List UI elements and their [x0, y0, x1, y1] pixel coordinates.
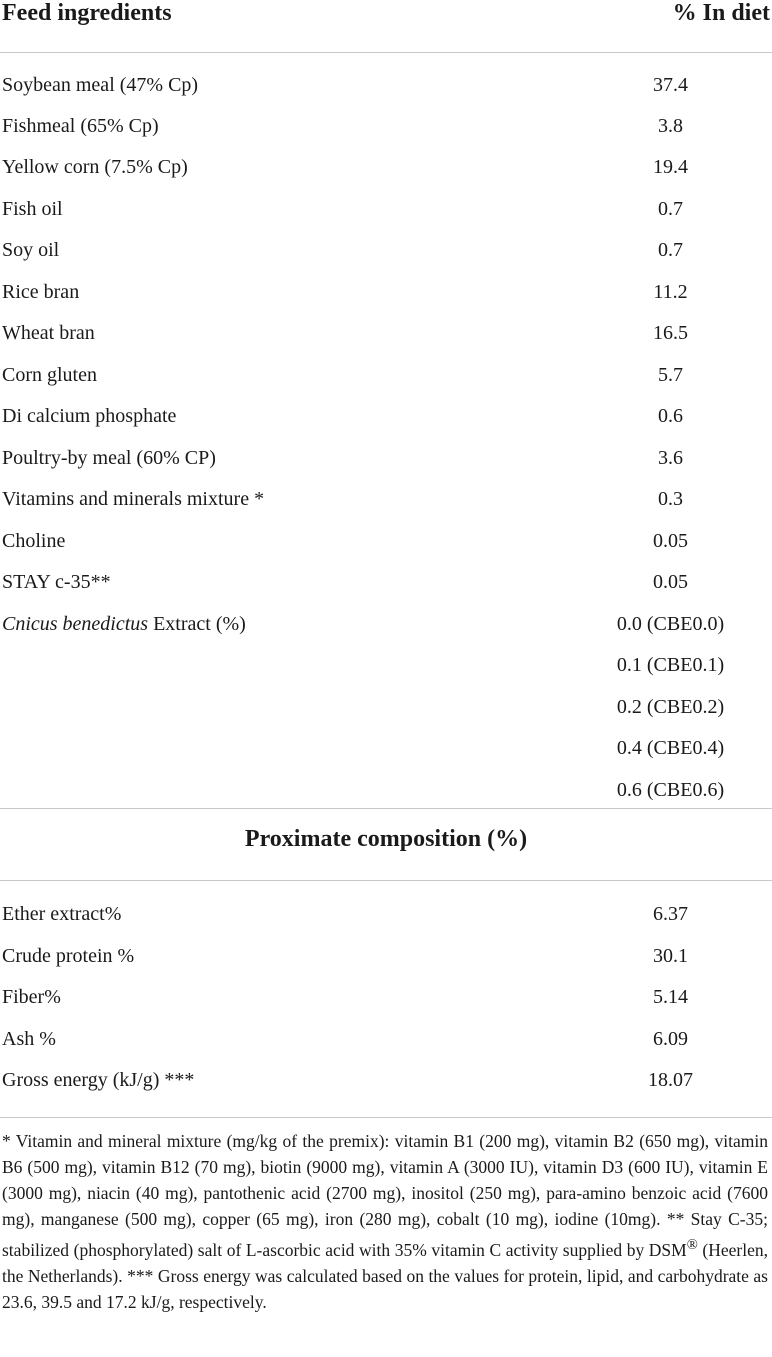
- table-row: [0, 439, 772, 480]
- extract-row: [0, 646, 772, 687]
- extract-species-name: Cnicus benedictus: [2, 613, 149, 635]
- extract-level: 0.2 (CBE0.2): [616, 696, 725, 718]
- footnote-text-part1: * Vitamin and mineral mixture (mg/kg of the premix): vitamin B1 (200 mg), vitamin B2 (650 mg), vitamin B6 (500 mg), vitamin B12 (70 mg), biotin (9000 mg), vitamin A (3000 IU), vitamin D3 (600 IU), vitamin E (3000 mg), niacin (40 mg), pantothenic acid (2700 mg), inositol (250 mg), para-amino benzoic acid (7600 mg), manganese (500 mg), copper (65 mg), iron (280 mg), cobalt (10 mg), iodine (10mg). ** Stay C-35; stabilized (phosphorylated) salt of L-ascorbic acid with 35% vitamin C activity supplied by DSM: [2, 1131, 768, 1260]
- table-row: [0, 190, 772, 231]
- extract-level: 0.4 (CBE0.4): [616, 737, 725, 759]
- table-row: [0, 314, 772, 355]
- row-label: Yellow corn (7.5% Cp): [2, 156, 188, 178]
- row-value: 11.2: [653, 281, 688, 303]
- row-label: Soy oil: [2, 239, 60, 261]
- table-row: [0, 1020, 772, 1061]
- header-percent-in-diet: % In diet: [672, 0, 770, 26]
- table-row: [0, 522, 772, 563]
- row-value: 6.37: [653, 903, 688, 925]
- extract-row: [0, 688, 772, 729]
- table-row: [0, 397, 772, 438]
- table-row: [0, 563, 772, 604]
- row-label: Soybean meal (47% Cp): [2, 74, 199, 96]
- row-value: 0.3: [658, 488, 683, 510]
- extract-row: [0, 729, 772, 770]
- row-label: Fishmeal (65% Cp): [2, 115, 159, 137]
- extract-level: 0.0 (CBE0.0): [616, 613, 725, 635]
- row-value: 5.14: [653, 986, 688, 1008]
- row-value: 18.07: [648, 1069, 693, 1091]
- extract-level: 0.6 (CBE0.6): [616, 779, 725, 801]
- extract-label-suffix: Extract (%): [148, 613, 246, 635]
- row-label: Ash %: [2, 1028, 56, 1050]
- row-value: 0.05: [653, 571, 688, 593]
- row-label: Poultry-by meal (60% CP): [2, 447, 216, 469]
- footnote-divider: [0, 1117, 772, 1118]
- row-value: 16.5: [653, 322, 688, 344]
- row-label: Corn gluten: [2, 364, 97, 386]
- table-row: [0, 978, 772, 1019]
- table-row: [0, 937, 772, 978]
- row-label: Choline: [2, 530, 66, 552]
- row-value: 19.4: [653, 156, 688, 178]
- row-value: 0.7: [658, 198, 683, 220]
- table-row: [0, 148, 772, 189]
- row-value: 3.8: [658, 115, 683, 137]
- header-feed-ingredients: Feed ingredients: [2, 0, 172, 26]
- extract-row: [0, 605, 772, 646]
- proximate-divider: [0, 880, 772, 881]
- section-divider: [0, 808, 772, 809]
- table-row: [0, 1061, 772, 1102]
- table-row: [0, 66, 772, 107]
- row-value: 30.1: [653, 945, 688, 967]
- row-label: Fish oil: [2, 198, 63, 220]
- row-value: 6.09: [653, 1028, 688, 1050]
- row-label: Wheat bran: [2, 322, 95, 344]
- row-label: Gross energy (kJ/g) ***: [2, 1069, 195, 1091]
- registered-mark: ®: [686, 1237, 698, 1253]
- table-row: [0, 480, 772, 521]
- extract-label: [2, 613, 246, 636]
- row-value: 37.4: [653, 74, 688, 96]
- table-header: [0, 0, 772, 52]
- extract-row: [0, 771, 772, 812]
- row-value: 3.6: [658, 447, 683, 469]
- proximate-title: Proximate composition (%): [244, 826, 528, 852]
- row-label: Ether extract%: [2, 903, 122, 925]
- table-row: [0, 273, 772, 314]
- table-row: [0, 356, 772, 397]
- header-divider: [0, 52, 772, 53]
- table-row: [0, 895, 772, 936]
- row-label: Fiber%: [2, 986, 61, 1008]
- row-value: 0.7: [658, 239, 683, 261]
- table-row: [0, 231, 772, 272]
- row-label: Vitamins and minerals mixture *: [2, 488, 265, 510]
- row-value: 0.6: [658, 405, 683, 427]
- row-label: STAY c-35**: [2, 571, 111, 593]
- row-value: 0.05: [653, 530, 688, 552]
- row-label: Di calcium phosphate: [2, 405, 177, 427]
- row-value: 5.7: [658, 364, 683, 386]
- footnote-text-part2: (Heerlen, the Netherlands). *** Gross energy was calculated based on the values for protein, lipid, and carbohydrate as 23.6, 39.5 and 17.2 kJ/g, respectively.: [2, 1239, 768, 1312]
- extract-level: 0.1 (CBE0.1): [616, 654, 725, 676]
- table-row: [0, 107, 772, 148]
- row-label: Rice bran: [2, 281, 80, 303]
- row-label: Crude protein %: [2, 945, 135, 967]
- table-footnote: [2, 1128, 768, 1315]
